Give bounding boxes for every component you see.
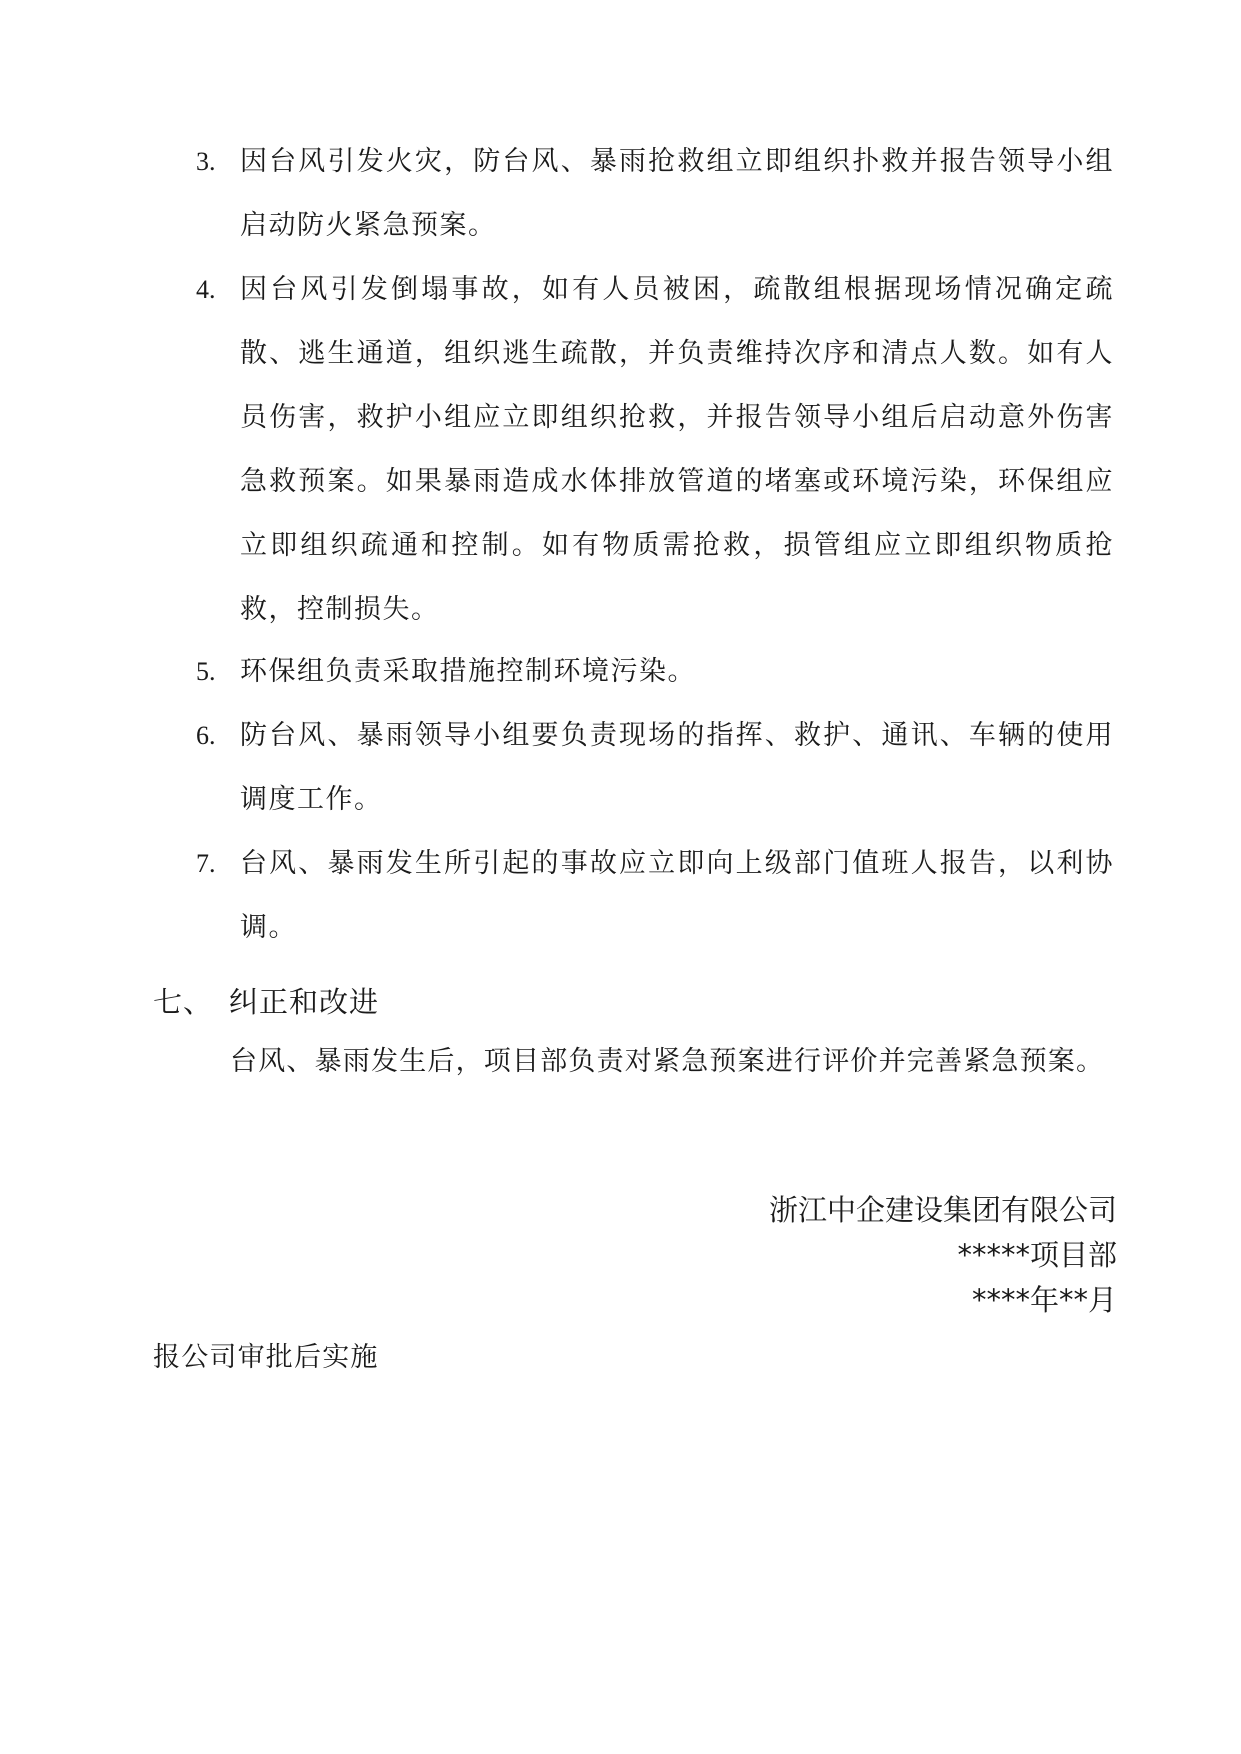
list-number: 5. [196,657,216,686]
list-item-7 [196,832,1114,960]
list-number: 4. [196,275,216,304]
footer-note: 报公司审批后实施 [153,1342,379,1373]
section-number: 七、 [153,985,214,1019]
section-paragraph: 台风、暴雨发生后，项目部负责对紧急预案进行评价并完善紧急预案。 [230,1046,1105,1077]
list-number: 6. [196,721,216,750]
section-title: 纠正和改进 [229,985,380,1019]
list-item-3 [196,130,1114,258]
department-name: *****项目部 [957,1238,1117,1272]
signature-date: ****年**月 [971,1283,1117,1317]
list-item-5 [196,640,1114,704]
list-item-6 [196,704,1114,832]
list-text: 台风、暴雨发生所引起的事故应立即向上级部门值班人报告，以利协调。 [240,848,1114,943]
list-number: 7. [196,849,216,878]
section-heading [153,980,379,1024]
list-number: 3. [196,147,216,176]
list-text: 环保组负责采取措施控制环境污染。 [240,656,696,687]
list-text: 防台风、暴雨领导小组要负责现场的指挥、救护、通讯、车辆的使用调度工作。 [240,720,1114,815]
list-item-4 [196,258,1114,642]
signature-block [769,1188,1117,1323]
list-text: 因台风引发倒塌事故，如有人员被困，疏散组根据现场情况确定疏散、逃生通道，组织逃生疏散，并负责维持次序和清点人数。如有人员伤害，救护小组应立即组织抢救，并报告领导小组后启动意外伤害急救预案。如果暴雨造成水体排放管道的堵塞或环境污染，环保组应立即组织疏通和控制。如有物质需抢救，损管组应立即组织物质抢救，控制损失。 [240,274,1114,625]
list-text: 因台风引发火灾，防台风、暴雨抢救组立即组织扑救并报告领导小组启动防火紧急预案。 [240,146,1114,241]
company-name: 浙江中企建设集团有限公司 [768,1193,1117,1227]
